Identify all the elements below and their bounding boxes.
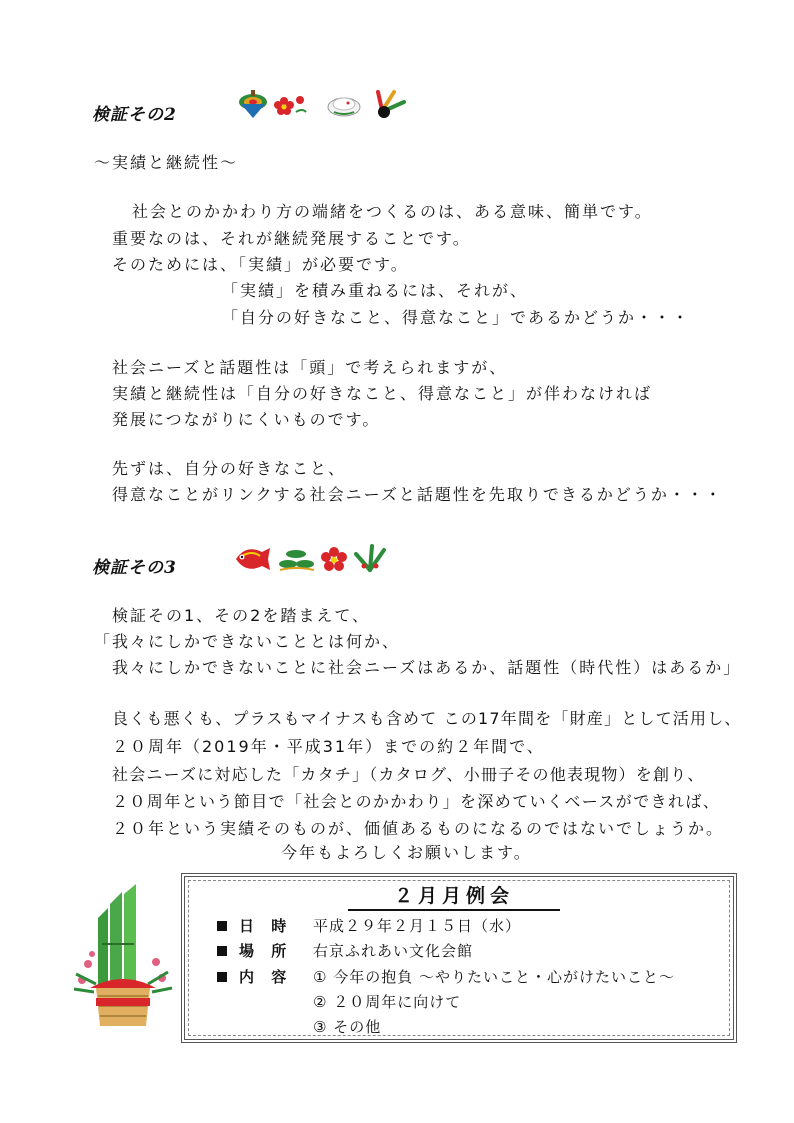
section2-line-3: そのためには、「実績」が必要です。: [112, 255, 409, 274]
section3-line-2: 「我々にしかできないこととは何か、: [94, 632, 401, 651]
date-label: 日 時: [239, 917, 293, 935]
sea-bream-icon: [232, 544, 272, 574]
section2-line-2: 重要なのは、それが継続発展することです。: [112, 229, 471, 248]
meeting-date-row: [217, 915, 521, 936]
section2-line-10: 得意なことがリンクする社会ニーズと話題性を先取りできるかどうか・・・: [112, 485, 723, 504]
mochi-icon: [326, 92, 362, 118]
section2-heading: 検証その2: [92, 105, 177, 125]
section2-line-1: 社会とのかかわり方の端緒をつくるのは、ある意味、簡単です。: [132, 202, 653, 221]
section2-line-9: 先ずは、自分の好きなこと、: [112, 459, 347, 478]
spinning-top-icon: [236, 88, 270, 122]
kadomatsu-icon: [68, 884, 178, 1034]
agenda-item-2: ② ２０周年に向けて: [313, 993, 462, 1011]
bamboo-icon: [350, 540, 390, 574]
meeting-content-row: [217, 966, 675, 987]
section3-line-6: 社会ニーズに対応した「カタチ」（カタログ、小冊子その他表現物）を創り、: [112, 765, 705, 784]
section2-line-4: 「実績」を積み重ねるには、それが、: [222, 281, 529, 300]
agenda-item-1: ① 今年の抱負 ～やりたいこと・心がけたいこと～: [313, 968, 675, 986]
pine-icon: [274, 544, 318, 572]
section2-line-8: 発展につながりにくいものです。: [112, 410, 381, 429]
section3-line-8: ２０年という実績そのものが、価値あるものになるのではないでしょうか。: [112, 819, 725, 838]
section3-line-3: 我々にしかできないことに社会ニーズはあるか、話題性（時代性）はあるか」: [112, 658, 742, 677]
section2-subtitle: ～実績と継続性～: [94, 153, 239, 172]
date-value: 平成２９年２月１５日（水）: [313, 917, 522, 935]
section3-line-4: 良くも悪くも、プラスもマイナスも含めて この17年間を「財産」として活用し、: [112, 709, 742, 728]
place-value: 右京ふれあい文化会館: [313, 942, 474, 960]
bullet-icon: [217, 921, 227, 931]
section3-line-7: ２０周年という節目で「社会とのかかわり」を深めていくベースができれば、: [112, 792, 721, 811]
closing-greeting: 今年もよろしくお願いします。: [281, 843, 532, 862]
section2-line-5: 「自分の好きなこと、得意なこと」であるかどうか・・・: [222, 308, 691, 327]
content-label: 内 容: [239, 968, 293, 986]
section2-line-6: 社会ニーズと話題性は「頭」で考えられますが、: [112, 358, 508, 377]
agenda-item-3: ③ その他: [313, 1018, 382, 1036]
meeting-title: ２月月例会: [348, 881, 560, 911]
section2-line-7: 実績と継続性は「自分の好きなこと、得意なこと」が伴わなければ: [112, 384, 653, 403]
section3-line-5: ２０周年（2019年・平成31年）までの約２年間で、: [112, 737, 545, 756]
place-label: 場 所: [239, 942, 293, 960]
section3-line-1: 検証その1、その2を踏まえて、: [112, 606, 371, 625]
meeting-place-row: [217, 940, 473, 961]
meeting-notice-box: [181, 873, 737, 1043]
bullet-icon: [217, 946, 227, 956]
bullet-icon: [217, 972, 227, 982]
plum-flower-icon: [320, 546, 348, 572]
section3-heading: 検証その3: [92, 558, 177, 578]
new-year-ornament-icon: [372, 86, 408, 120]
plum-blossom-icon: [272, 92, 308, 118]
